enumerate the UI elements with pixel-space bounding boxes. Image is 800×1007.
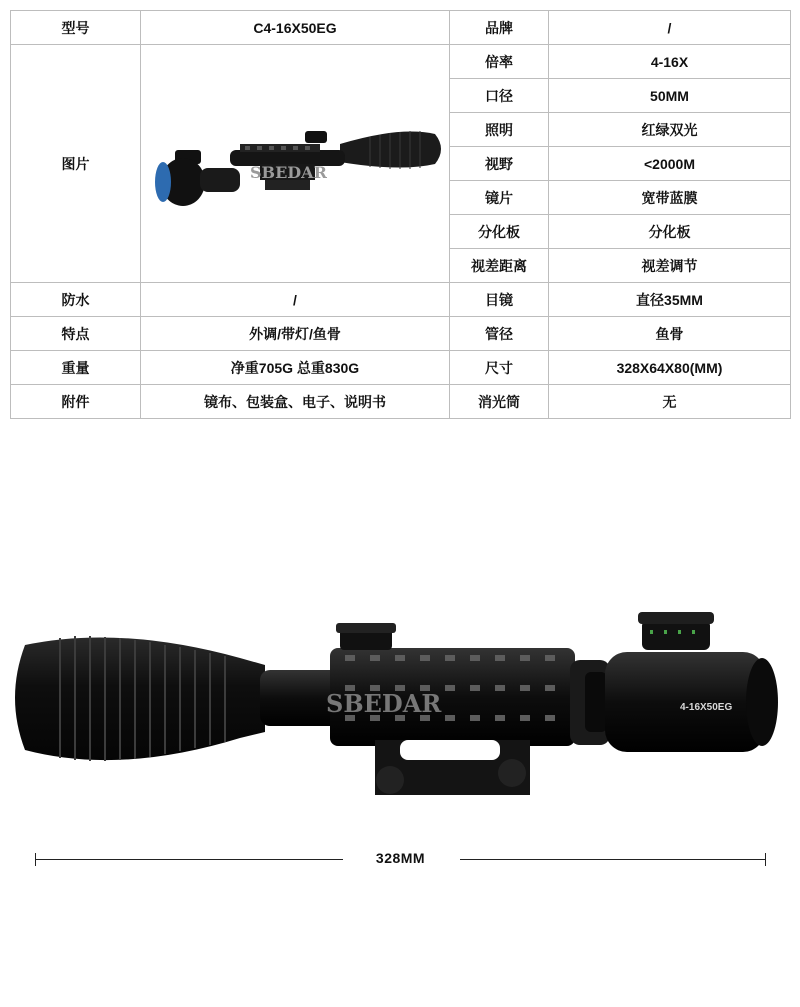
waterproof-label: 防水 xyxy=(11,283,141,317)
accessory-label: 附件 xyxy=(11,385,141,419)
illum-label: 照明 xyxy=(450,113,549,147)
reticle-label: 分化板 xyxy=(450,215,549,249)
reticle-value: 分化板 xyxy=(549,215,791,249)
picture-label: 图片 xyxy=(11,45,141,283)
lens-value: 宽带蓝膜 xyxy=(549,181,791,215)
spec-table xyxy=(10,10,791,419)
model-label: 型号 xyxy=(11,11,141,45)
weight-value: 净重705G 总重830G xyxy=(141,351,450,385)
mag-label: 倍率 xyxy=(450,45,549,79)
watermark-text: SBEDAR xyxy=(326,689,442,718)
parallax-label: 视差距离 xyxy=(450,249,549,283)
table-row xyxy=(11,11,791,45)
eyepiece-label: 目镜 xyxy=(450,283,549,317)
lens-label: 镜片 xyxy=(450,181,549,215)
scope-side-image xyxy=(0,590,800,810)
parallax-value: 视差调节 xyxy=(549,249,791,283)
table-row xyxy=(11,45,791,79)
suppressor-label: 消光筒 xyxy=(450,385,549,419)
size-label: 尺寸 xyxy=(450,351,549,385)
accessory-value: 镜布、包装盒、电子、说明书 xyxy=(141,385,450,419)
table-row xyxy=(11,283,791,317)
product-thumbnail xyxy=(141,45,450,283)
dimension-indicator xyxy=(35,846,766,874)
scope-thumbnail-image xyxy=(145,104,445,224)
feature-label: 特点 xyxy=(11,317,141,351)
table-row xyxy=(11,351,791,385)
feature-value: 外调/带灯/鱼骨 xyxy=(141,317,450,351)
dimension-tick-right xyxy=(765,853,766,866)
eyepiece-value: 直径35MM xyxy=(549,283,791,317)
scope-model-marking: 4-16X50EG xyxy=(680,702,733,713)
tube-value: 鱼骨 xyxy=(549,317,791,351)
dimension-label: 328MM xyxy=(375,850,426,866)
brand-label: 品牌 xyxy=(450,11,549,45)
fov-label: 视野 xyxy=(450,147,549,181)
aperture-label: 口径 xyxy=(450,79,549,113)
mag-value: 4-16X xyxy=(549,45,791,79)
weight-label: 重量 xyxy=(11,351,141,385)
suppressor-value: 无 xyxy=(549,385,791,419)
table-row xyxy=(11,385,791,419)
brand-value: / xyxy=(549,11,791,45)
table-row xyxy=(11,317,791,351)
tube-label: 管径 xyxy=(450,317,549,351)
size-value: 328X64X80(MM) xyxy=(549,351,791,385)
dimension-line-right xyxy=(460,859,766,860)
model-value: C4-16X50EG xyxy=(141,11,450,45)
waterproof-value: / xyxy=(141,283,450,317)
aperture-value: 50MM xyxy=(549,79,791,113)
illum-value: 红绿双光 xyxy=(549,113,791,147)
fov-value: <2000M xyxy=(549,147,791,181)
watermark-text: SBEDAR xyxy=(250,162,327,182)
